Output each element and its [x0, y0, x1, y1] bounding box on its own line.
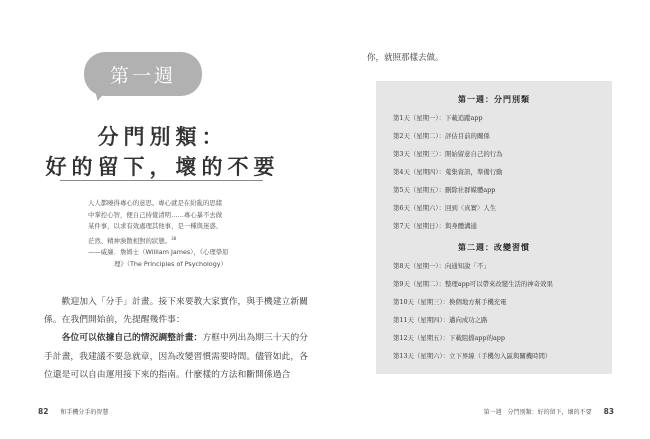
quote-attribution: ——威廉．詹姆士（William James），《心理學原: [88, 248, 229, 257]
footnote-marker: 38: [171, 235, 177, 241]
page-number: 83: [603, 407, 614, 416]
quote-line: 中掌控心智，便自己持覺清明……專心暴不去做: [88, 210, 223, 219]
day-item: 第9天（星期二）：整理app可以帶來改變生活的神奇效果: [393, 280, 553, 288]
bubble-tail: [94, 88, 111, 101]
day-item: 第13天（星期六）：立下界線（手機勿入區與關機時間）: [393, 352, 552, 360]
page-number: 82: [38, 407, 49, 416]
week1-heading: 第一週：分門別類: [458, 95, 530, 104]
paragraph-text: 方框中列出為期三十天的分手計畫，我建議不要急就章，因為改變習慣需要時間。儘管如此，各位還是可以自由運用接下來的指南。什麼樣的方法和斷開係過合: [44, 333, 308, 380]
running-head: 和手機分手的智慧: [60, 409, 109, 416]
day-item: 第12天（星期五）：下載阻擋app的app: [393, 334, 505, 342]
title-divider: [60, 180, 263, 181]
quote-attribution: 理》（The Principles of Psychology）: [114, 259, 227, 268]
body-text: [44, 293, 310, 384]
right-footer: [484, 407, 614, 416]
plan-box: [376, 81, 612, 374]
left-footer: [38, 407, 108, 416]
quote-line: 某件事，以求有效處理其他事，是一種與迷惑、: [88, 222, 223, 230]
day-item: 第1天（星期一）：下載追蹤app: [393, 114, 483, 122]
epigraph-quote: [88, 198, 238, 270]
quote-line: [88, 233, 238, 248]
chapter-title-line1: 分門別類：: [97, 125, 228, 149]
week2-heading: 第二週：改變習慣: [458, 243, 530, 252]
day-item: 第6天（星期六）：回到〈真實〉人生: [393, 204, 497, 212]
day-item: 第5天（星期五）：刪除社群媒體app: [393, 186, 496, 194]
chapter-title-line2: 好的留下，壞的不要: [45, 155, 280, 179]
day-item: 第3天（星期三）：開始留意自己的行為: [393, 150, 503, 158]
day-item: 第2天（星期二）：評估目前的關係: [393, 132, 490, 140]
bold-lead: 各位可以依據自己的情況調整計畫：: [61, 333, 203, 344]
right-page: [325, 0, 650, 439]
day-item: 第10天（星期三）：換個地方幫手機充電: [393, 298, 507, 306]
quote-line-text: 茫然、精神渙散相對的狀態。: [88, 236, 172, 245]
paragraph: 歡迎加入「分手」計畫。接下來要教大家實作，與手機建立新關係。在我們開始前，先提醒幾件事：: [44, 297, 308, 326]
day-item: 第11天（星期四）：邁向成功之路: [393, 316, 488, 324]
day-item: 第7天（星期日）：與身體溝通: [393, 222, 477, 230]
week-bubble: 第一週: [84, 52, 202, 96]
intro-text: 你，就照那樣去做。: [367, 53, 444, 63]
running-head: 第一週 分門別類：好的留下，壞的不要: [483, 409, 592, 416]
day-item: 第4天（星期四）：蒐集資訊，準備行動: [393, 168, 503, 176]
day-item: 第8天（星期一）：向通知說「不」: [393, 262, 490, 270]
quote-line: 人人都曉得專心的意思。專心就是在紛亂的思緒: [88, 199, 223, 207]
paragraph: [44, 329, 310, 384]
